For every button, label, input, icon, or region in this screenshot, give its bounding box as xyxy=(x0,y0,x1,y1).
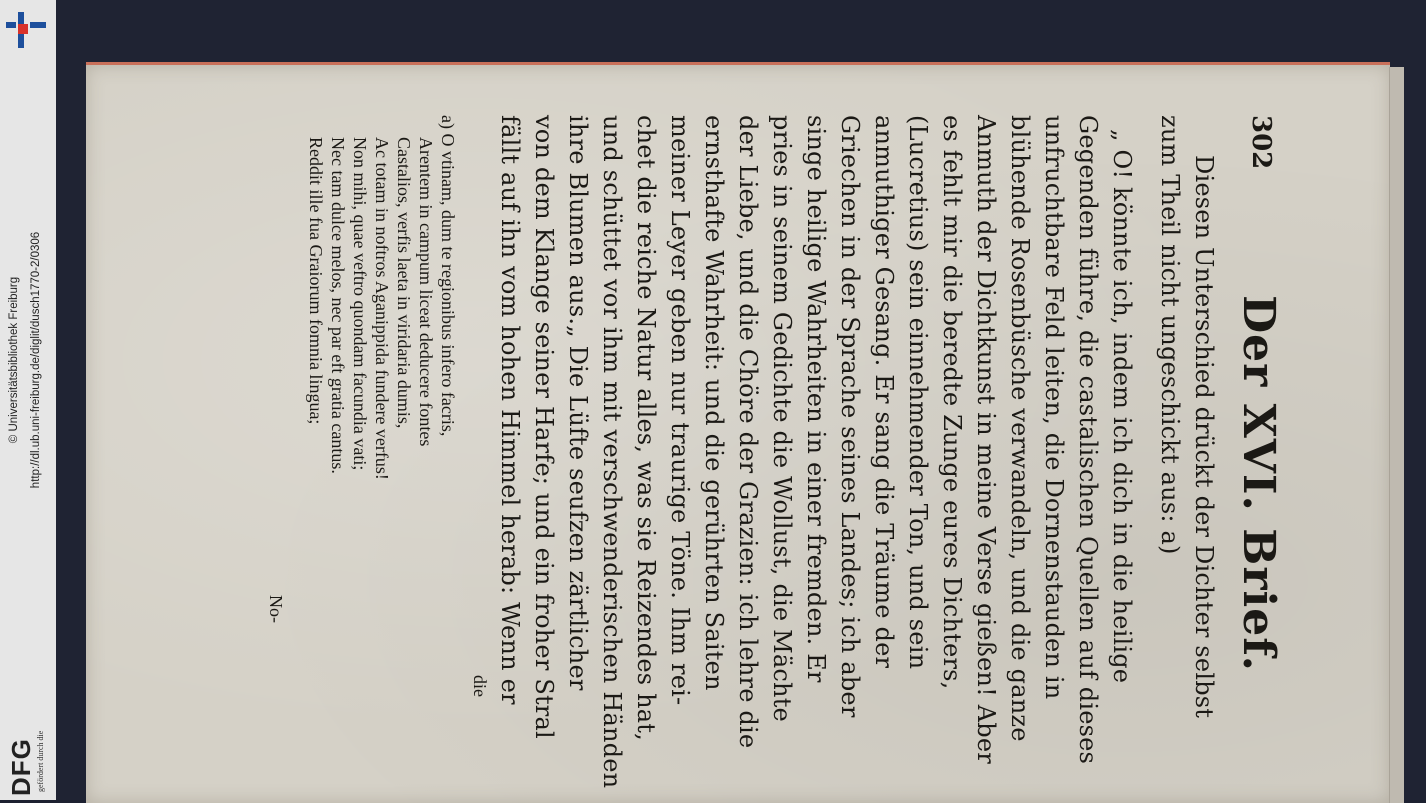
body-line: pries in seinem Gedichte die Wollust, die Mächte xyxy=(768,115,796,722)
body-line: ihre Blumen aus.„ Die Lüfte seufzen zärtlicher xyxy=(564,115,592,691)
body-line: blühende Rosenbüsche verwandeln, und die ganze xyxy=(1006,115,1034,742)
body-line: singe heilige Wahrheiten in einer fremden. Er xyxy=(802,115,830,683)
book-page xyxy=(86,62,1390,803)
body-line: „ O! könnte ich, indem ich dich in die heilige xyxy=(1108,129,1136,684)
footnote-line: Castalios, verfis laeta in viridaria dumis, xyxy=(394,137,414,429)
viewer-sidebar xyxy=(0,0,57,800)
footnote-line: a) O vtinam, dum te regionibus infero facris, xyxy=(438,115,458,437)
dfg-logo: DFG xyxy=(6,738,36,796)
body-line: Griechen in der Sprache seines Landes; ich aber xyxy=(836,115,864,718)
footnote-line: Reddit ille fua Graiorum fomnia lingua; xyxy=(306,137,326,425)
body-line: zum Theil nicht ungeschickt aus: a) xyxy=(1156,115,1184,555)
body-line: (Lucretius) sein einnehmender Ton, und sein xyxy=(904,115,932,670)
body-line: und schüttet vor ihm mit verschwenderischen Händen xyxy=(598,115,626,789)
dfg-caption: gefördert durch die xyxy=(36,730,45,792)
catchword: die xyxy=(470,675,490,697)
catchword-bottom: No- xyxy=(266,595,286,623)
body-line: fällt auf ihn vom hohen Himmel herab: Wenn er xyxy=(496,115,524,705)
body-line: es fehlt mir die beredte Zunge eures Dichters, xyxy=(938,115,966,690)
sidebar-rotated-text xyxy=(0,0,56,800)
footnote-line: Non mihi, quae veftro quondam facundia vati; xyxy=(350,137,370,471)
scan-viewport[interactable] xyxy=(56,0,1426,800)
footnote-line: Nec tam dulce melos, nec par eft gratia cantus. xyxy=(328,137,348,474)
body-line: ernsthafte Wahrheit: und die gerührten Saiten xyxy=(700,115,728,691)
footnote-line: Ac totam in noftros Aganippida fundere verfus! xyxy=(372,137,392,480)
body-line: Diesen Unterschied drückt der Dichter selbst xyxy=(1190,155,1218,719)
copyright-text: © Universitätsbibliothek Freiburg xyxy=(8,276,20,444)
body-line: Gegenden führe, die castalischen Quellen auf dieses xyxy=(1074,115,1102,765)
page-number: 302 xyxy=(1246,115,1276,170)
body-line: der Liebe, und die Chöre der Grazien: ich lehre die xyxy=(734,115,762,749)
footnote-line: Arentem in campum liceat deducere fontes xyxy=(416,137,436,447)
body-line: anmuthiger Gesang. Er sang die Träume der xyxy=(870,115,898,669)
body-line: unfruchtbare Feld leiten, die Dornenstauden in xyxy=(1040,115,1068,700)
letter-heading: Der XVI. Brief. xyxy=(1233,295,1284,672)
body-line: Anmuth der Dichtkunst in meine Verse gießen! Aber xyxy=(972,115,1000,764)
body-line: chet die reiche Natur alles, was sie Reizendes hat, xyxy=(632,115,660,741)
page-text-block xyxy=(196,115,1284,789)
permalink-url[interactable]: http://dl.ub.uni-freiburg.de/diglit/dusch1770-2/0306 xyxy=(30,231,42,489)
body-line: meiner Leyer geben nur traurige Töne. Ihm rei- xyxy=(666,115,694,706)
page-edge xyxy=(1389,67,1404,803)
body-line: von dem Klange seiner Harfe; und ein froher Stral xyxy=(530,115,558,739)
